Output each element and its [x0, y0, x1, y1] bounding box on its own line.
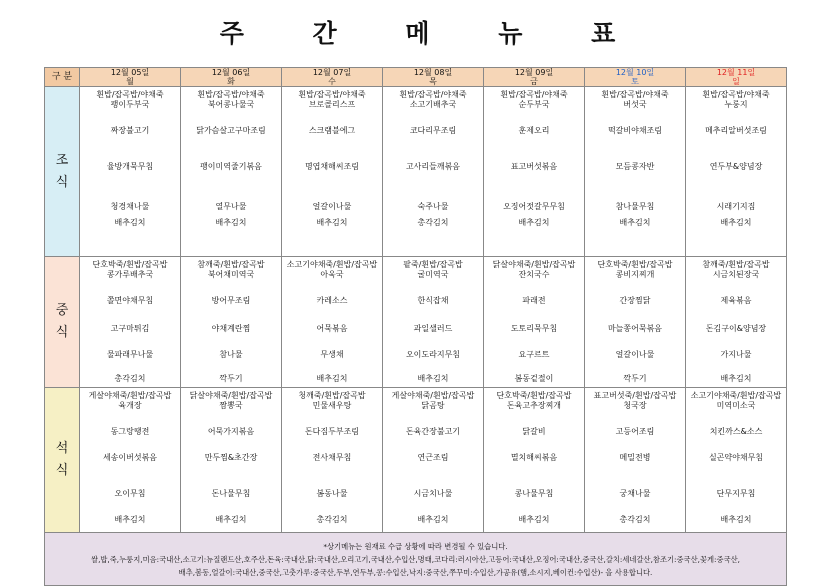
gubun-label: 구 분: [45, 68, 80, 87]
day-date: 12월 09일: [514, 68, 554, 77]
menu-item: 순두부국: [518, 100, 550, 109]
note-line-3: 배추,봄동,얼갈이:국내산,중국산,고춧가루:중국산,두부,연두부,콩:수입산,낙지:중국산,쭈꾸미:수입산,가공유(햄,소시지,베이컨:수입산)- 을 사용합니다.: [178, 567, 653, 577]
menu-item: 참깨죽/흰밥/잡곡밥: [702, 260, 770, 269]
menu-item: 실곤약야채무침: [708, 453, 764, 462]
lunch-cell-4: [484, 257, 585, 388]
menu-item: 쫄면야채무침: [106, 296, 154, 305]
breakfast-cell-1: [181, 87, 282, 257]
day-date: 12월 08일: [413, 68, 453, 77]
day-weekday: 목: [429, 77, 437, 86]
day-header-2: [282, 68, 383, 87]
menu-item: 훈제오리: [518, 126, 550, 135]
note-row: [45, 533, 787, 586]
menu-item: 봄동나물: [316, 489, 348, 498]
menu-item: 배추김치: [114, 515, 146, 524]
menu-item: 흰밥/잡곡밥/야채죽: [702, 90, 770, 99]
menu-item: 참나물무침: [615, 202, 655, 211]
menu-item: 전사채무침: [312, 453, 352, 462]
menu-item: 소고기배추국: [409, 100, 457, 109]
menu-item: 북어채미역국: [207, 270, 255, 279]
breakfast-row: [45, 87, 787, 257]
menu-item: 북어콩나물국: [207, 100, 255, 109]
menu-item: 고구마튀김: [110, 324, 150, 333]
dinner-cell-3: [383, 388, 484, 533]
meal-label-lunch: [45, 257, 80, 388]
dinner-cell-2: [282, 388, 383, 533]
menu-item: 배추김치: [316, 374, 348, 383]
menu-item: 배추김치: [417, 515, 449, 524]
menu-item: 굴미역국: [417, 270, 449, 279]
menu-item: 오이도라지무침: [405, 350, 461, 359]
menu-item: 단호박죽/흰밥/잡곡밥: [496, 391, 572, 400]
menu-item: 돈다짐두부조림: [304, 427, 360, 436]
menu-item: 팽이미역줄기볶음: [200, 162, 262, 171]
day-date: 12월 05일: [110, 68, 150, 77]
menu-item: 버섯국: [623, 100, 647, 109]
menu-item: 배추김치: [720, 515, 752, 524]
menu-item: 닭갈비: [522, 427, 546, 436]
menu-item: 모듬콩자반: [615, 162, 655, 171]
menu-item: 닭살야채죽/흰밥/잡곡밥: [492, 260, 576, 269]
menu-item: 물파래무나물: [106, 350, 154, 359]
day-header-4: [484, 68, 585, 87]
menu-item: 닭가슴살고구마조림: [196, 126, 266, 135]
menu-item: 누룽지: [724, 100, 748, 109]
menu-item: 열무나물: [215, 202, 247, 211]
menu-item: 단호박죽/흰밥/잡곡밥: [597, 260, 673, 269]
menu-item: 총각김치: [114, 374, 146, 383]
menu-item: 총각김치: [316, 515, 348, 524]
menu-item: 파래전: [522, 296, 546, 305]
menu-item: 깍두기: [219, 374, 243, 383]
menu-item: 청깨죽/흰밥/잡곡밥: [298, 391, 366, 400]
meal-label-char: 석: [55, 441, 69, 456]
menu-item: 배추김치: [619, 218, 651, 227]
menu-item: 숙주나물: [417, 202, 449, 211]
breakfast-cell-4: [484, 87, 585, 257]
menu-item: 배추김치: [215, 515, 247, 524]
meal-label-char: 중: [55, 303, 69, 318]
menu-item: 얼갈이나물: [312, 202, 352, 211]
menu-item: 오이무침: [114, 489, 146, 498]
menu-item: 총각김치: [619, 515, 651, 524]
menu-item: 오징어젓갈무무침: [503, 202, 565, 211]
menu-item: 코다리무조림: [409, 126, 457, 135]
menu-item: 짜장불고기: [110, 126, 150, 135]
day-weekday: 일: [732, 77, 740, 86]
menu-item: 세송이버섯볶음: [102, 453, 158, 462]
menu-item: 배추김치: [114, 218, 146, 227]
breakfast-cell-0: [80, 87, 181, 257]
menu-item: 흰밥/잡곡밥/야채죽: [500, 90, 568, 99]
menu-item: 돈나물무침: [211, 489, 251, 498]
dinner-cell-5: [585, 388, 686, 533]
menu-item: 참깨죽/흰밥/잡곡밥: [197, 260, 265, 269]
menu-item: 어묵가지볶음: [207, 427, 255, 436]
menu-item: 게살야채죽/흰밥/잡곡밥: [88, 391, 172, 400]
meal-label-char: 식: [55, 463, 69, 478]
menu-item: 도토리묵무침: [510, 324, 558, 333]
menu-item: 연두부&양념장: [709, 162, 763, 171]
breakfast-cell-2: [282, 87, 383, 257]
menu-item: 명엽채해씨조림: [304, 162, 360, 171]
menu-item: 닭곰탕: [421, 401, 445, 410]
day-header-0: [80, 68, 181, 87]
day-weekday: 토: [631, 77, 639, 86]
menu-item: 배추김치: [417, 374, 449, 383]
menu-item: 율방개묵무침: [106, 162, 154, 171]
menu-item: 메추리알버섯조림: [705, 126, 767, 135]
menu-item: 메밀전병: [619, 453, 651, 462]
menu-item: 표고버섯볶음: [510, 162, 558, 171]
menu-item: 야채계란찜: [211, 324, 251, 333]
menu-item: 시금치된장국: [712, 270, 760, 279]
menu-item: 흰밥/잡곡밥/야채죽: [399, 90, 467, 99]
day-header-6: [686, 68, 787, 87]
menu-item: 고사리들깨볶음: [405, 162, 461, 171]
menu-item: 봄동겉절이: [514, 374, 554, 383]
menu-item: 돈김구이&양념장: [705, 324, 767, 333]
meal-label-dinner: [45, 388, 80, 533]
dinner-row: [45, 388, 787, 533]
note-line-2: 쌀,밥,죽,누룽지,미음:국내산,소고기:뉴질랜드산,호주산,돈육:국내산,닭:국내산,오리고기,국내산,수입산,명태,코다리:러시아산,고등어:국내산,오징어:국내산,중국산,갈치:세네갈산,참조기:중국산,꽃게:중국산,: [91, 554, 740, 564]
dinner-cell-1: [181, 388, 282, 533]
menu-item: 짬뽕국: [219, 401, 243, 410]
lunch-cell-3: [383, 257, 484, 388]
lunch-cell-1: [181, 257, 282, 388]
note-line-1: *상기메뉴는 원재료 수급 상황에 따라 변경될 수 있습니다.: [323, 541, 508, 551]
header-row: [45, 68, 787, 87]
menu-item: 방어무조림: [211, 296, 251, 305]
day-weekday: 화: [227, 77, 235, 86]
menu-item: 흰밥/잡곡밥/야채죽: [96, 90, 164, 99]
menu-item: 어묵볶음: [316, 324, 348, 333]
day-header-1: [181, 68, 282, 87]
day-header-3: [383, 68, 484, 87]
menu-item: 팽이두부국: [110, 100, 150, 109]
lunch-cell-6: [686, 257, 787, 388]
day-date: 12월 10일: [615, 68, 655, 77]
menu-item: 단호박죽/흰밥/잡곡밥: [92, 260, 168, 269]
menu-item: 미역미소국: [716, 401, 756, 410]
menu-item: 무생채: [320, 350, 344, 359]
menu-item: 표고버섯죽/흰밥/잡곡밥: [593, 391, 677, 400]
menu-item: 과일샐러드: [413, 324, 453, 333]
menu-item: 흰밥/잡곡밥/야채죽: [197, 90, 265, 99]
menu-item: 한식잡채: [417, 296, 449, 305]
day-weekday: 월: [126, 77, 134, 86]
menu-item: 만두찜&초간장: [204, 453, 258, 462]
menu-item: 브로콜리스프: [308, 100, 356, 109]
menu-item: 고등어조림: [615, 427, 655, 436]
lunch-row: [45, 257, 787, 388]
menu-item: 시금치나물: [413, 489, 453, 498]
menu-item: 게살야채죽/흰밥/잡곡밥: [391, 391, 475, 400]
menu-item: 간장찜닭: [619, 296, 651, 305]
menu-item: 콩비지찌개: [615, 270, 655, 279]
menu-item: 제육볶음: [720, 296, 752, 305]
menu-item: 배추김치: [518, 515, 550, 524]
page-title: 주 간 메 뉴 표: [219, 19, 646, 48]
day-date: 12월 11일: [716, 68, 756, 77]
menu-item: 연근조림: [417, 453, 449, 462]
menu-item: 청경채나물: [110, 202, 150, 211]
menu-item: 참나물: [219, 350, 243, 359]
menu-item: 청국장: [623, 401, 647, 410]
day-weekday: 수: [328, 77, 336, 86]
menu-item: 멸치해씨볶음: [510, 453, 558, 462]
day-date: 12월 06일: [211, 68, 251, 77]
menu-item: 배추김치: [518, 218, 550, 227]
menu-item: 궁채나물: [619, 489, 651, 498]
lunch-cell-5: [585, 257, 686, 388]
menu-item: 시래기지짐: [716, 202, 756, 211]
menu-item: 얼갈이나물: [615, 350, 655, 359]
lunch-cell-2: [282, 257, 383, 388]
menu-item: 스크램블에그: [308, 126, 356, 135]
weekly-menu-table: [44, 67, 787, 586]
menu-item: 동그랑땡전: [110, 427, 150, 436]
menu-item: 단무지무침: [716, 489, 756, 498]
dinner-cell-4: [484, 388, 585, 533]
breakfast-cell-6: [686, 87, 787, 257]
menu-item: 흰밥/잡곡밥/야채죽: [298, 90, 366, 99]
menu-item: 배추김치: [215, 218, 247, 227]
menu-item: 닭살야채죽/흰밥/잡곡밥: [189, 391, 273, 400]
menu-item: 배추김치: [720, 374, 752, 383]
menu-item: 배추김치: [720, 218, 752, 227]
menu-item: 치킨까스&소스: [709, 427, 763, 436]
menu-item: 돈육고추장찌개: [506, 401, 562, 410]
day-header-5: [585, 68, 686, 87]
menu-item: 흰밥/잡곡밥/야채죽: [601, 90, 669, 99]
dinner-cell-0: [80, 388, 181, 533]
menu-item: 콩가루배추국: [106, 270, 154, 279]
menu-item: 카레소스: [316, 296, 348, 305]
menu-item: 잔치국수: [518, 270, 550, 279]
menu-item: 떡갈비야채조림: [607, 126, 663, 135]
origin-note: [45, 533, 787, 586]
menu-item: 요구르트: [518, 350, 550, 359]
meal-label-breakfast: [45, 87, 80, 257]
meal-label-char: 식: [55, 325, 69, 340]
menu-item: 아욱국: [320, 270, 344, 279]
menu-item: 소고기야채죽/흰밥/잡곡밥: [690, 391, 782, 400]
menu-item: 콩나물무침: [514, 489, 554, 498]
menu-item: 돈육간장불고기: [405, 427, 461, 436]
lunch-cell-0: [80, 257, 181, 388]
menu-item: 가지나물: [720, 350, 752, 359]
menu-item: 소고기야채죽/흰밥/잡곡밥: [286, 260, 378, 269]
menu-item: 총각김치: [417, 218, 449, 227]
meal-label-char: 조: [55, 152, 69, 168]
breakfast-cell-3: [383, 87, 484, 257]
menu-item: 팥죽/흰밥/잡곡밥: [403, 260, 463, 269]
menu-item: 깍두기: [623, 374, 647, 383]
menu-item: 민물새우탕: [312, 401, 352, 410]
menu-item: 육개장: [118, 401, 142, 410]
dinner-cell-6: [686, 388, 787, 533]
menu-item: 마늘쫑어묵볶음: [607, 324, 663, 333]
meal-label-char: 식: [55, 174, 69, 190]
breakfast-cell-5: [585, 87, 686, 257]
day-date: 12월 07일: [312, 68, 352, 77]
menu-item: 배추김치: [316, 218, 348, 227]
day-weekday: 금: [530, 77, 538, 86]
